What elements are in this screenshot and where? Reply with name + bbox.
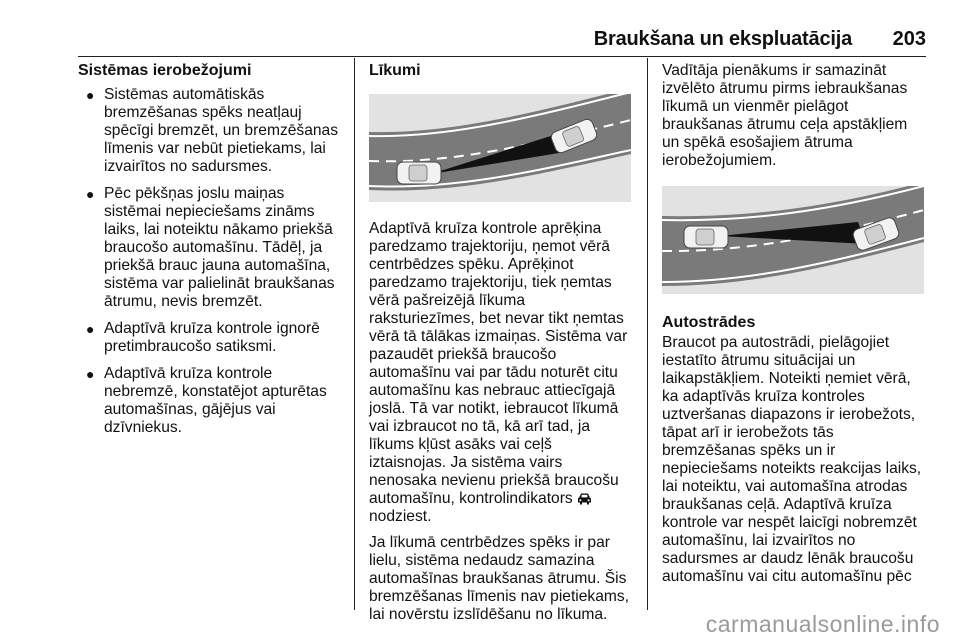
list-item [78, 320, 340, 356]
driver-responsibility-paragraph: Vadītāja pienākums ir samazināt izvēlēto ātrumu pirms iebraukšanas līkumā un vienmēr pielāgot braukšanas ātrumu ceļa apstākļiem un spēkā esošajiem ātruma ierobežojumiem. [662, 62, 908, 169]
curves-paragraph-2: Ja līkumā centrbēdzes spēks ir par lielu, sistēma nedaudz samazina automašīnas braukšanas ātrumu. Šis bremzēšanas līmenis nav pietiekams, lai novērstu izslīdēšanu no līkuma. [369, 534, 630, 623]
header-rule [78, 56, 926, 57]
page-number: 203 [892, 28, 926, 50]
watermark: carmanualsonline.info [705, 611, 940, 637]
paragraph-text: Adaptīvā kruīza kontrole aprēķina paredzamo trajektoriju, ņemot vērā centrbēdzes spēku. Aprēķinot paredzamo trajektoriju, tiek ņemtas vērā pašreizējā līkuma raksturiezīmes, bet nevar tikt ņemtas vērā tā tālākas izmaiņas. Sistēma var pazaudēt priekšā braucošo automašīnu vai par tādu noturēt citu automašīnu kas nebrauc attiecīgajā joslā. Tā var notikt, iebraucot līkumā vai izbraucot no tā, kā arī tad, ja līkums kļūst asāks vai ceļš iztaisnojas. Ja sistēma vairs nenosaka nevienu priekšā braucošu automašīnu, kontrolindikators [369, 220, 628, 507]
section-heading-limitations: Sistēmas ierobežojumi [78, 62, 252, 79]
limitations-list [78, 86, 340, 437]
section-heading-curves: Līkumi [369, 62, 421, 79]
list-item-text: Adaptīvā kruīza kontrole ignorē pretimbraucošo satiksmi. [104, 320, 320, 355]
list-item [78, 185, 340, 311]
highways-paragraph: Braucot pa autostrādi, pielāgojiet iestatīto ātrumu situācijai un laikapstākļiem. Noteikti ņemiet vērā, ka adaptīvās kruīza kontroles uztveršanas diapazons ir ierobežots, tāpat arī ir ierobežots tās bremzēšanas spēks un ir nepieciešams noteikts reakcijas laiks, lai noteiktu, vai automašīna atrodas braukšanas ceļā. Adaptīvā kruīza kontrole var nespēt laicīgi nobremzēt automašīnu, lai izvairītos no sadursmes ar daudz lēnāk braucošu automašīnu vai citu automašīnu pēc [662, 334, 922, 585]
column-2 [369, 62, 633, 632]
running-header-title: Braukšana un ekspluatācija [593, 28, 852, 50]
bullet-icon: ● [86, 321, 95, 337]
car-indicator-icon [577, 492, 592, 505]
list-item [78, 365, 340, 437]
curve-tracking-illustration [369, 94, 631, 202]
bullet-icon: ● [86, 87, 95, 103]
column-1 [78, 62, 340, 446]
list-item-text: Sistēmas automātiskās bremzēšanas spēks neatļauj spēcīgi bremzēt, un bremzēšanas līmenis var nebūt pietiekams, lai izvairītos no sadursmes. [104, 86, 339, 175]
list-item [78, 86, 340, 176]
list-item-text: Adaptīvā kruīza kontrole nebremzē, konstatējot apturētas automašīnas, gājējus vai dzīvniekus. [104, 365, 327, 436]
column-3 [662, 62, 926, 594]
column-divider [354, 58, 355, 610]
section-heading-highways: Autostrādes [662, 314, 756, 331]
highway-tracking-illustration [662, 186, 924, 294]
column-divider [647, 58, 648, 610]
paragraph-text: nodziest. [369, 508, 432, 525]
bullet-icon: ● [86, 366, 95, 382]
curves-paragraph-1 [369, 220, 633, 526]
bullet-icon: ● [86, 186, 95, 202]
list-item-text: Pēc pēkšņas joslu maiņas sistēmai nepieciešams zināms laiks, lai noteiktu nākamo priekšā braucošo automašīnu. Tādēļ, ja priekšā brauc jauna automašīna, sistēma var palielināt braukšanas ātrumu, nevis bremzēt. [104, 185, 335, 310]
